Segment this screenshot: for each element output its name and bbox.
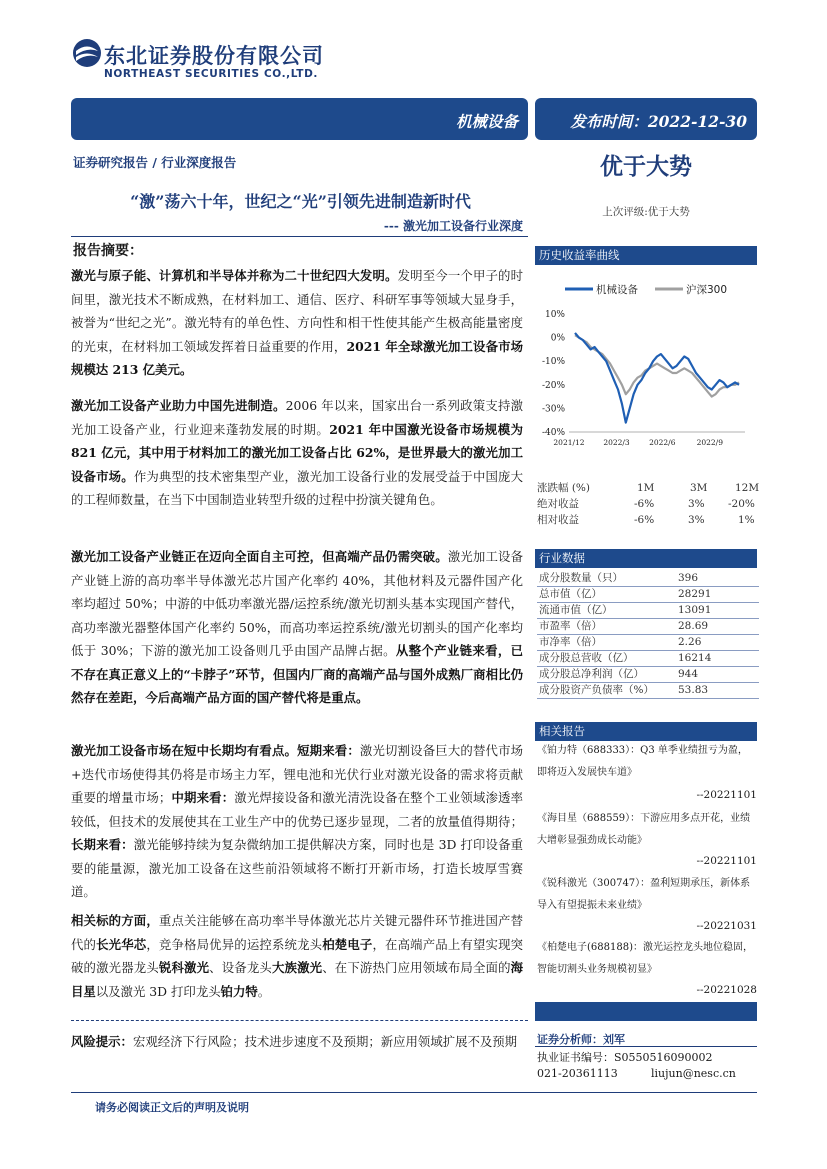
industry-value: 53.83	[678, 684, 709, 696]
performance-header-row	[537, 480, 759, 496]
legend-label: 机械设备	[596, 284, 638, 296]
p5-text1: 重点关注能够在高功率半导体激光芯片关键元器件环节推进国产替代的	[71, 913, 523, 952]
perf-row-label: 绝对收益	[537, 498, 579, 510]
return-chart	[535, 272, 757, 470]
industry-value: 28.69	[678, 620, 709, 632]
y-tick-label: -20%	[541, 380, 565, 391]
company-name-en: NORTHEAST SECURITIES CO.,LTD.	[104, 68, 318, 80]
sector-banner	[71, 98, 528, 140]
perf-value: -6%	[634, 498, 655, 510]
industry-row	[537, 666, 759, 683]
summary-paragraph-1	[71, 264, 523, 382]
p1-bold2: 2021 年全球激光加工设备市场规模达 213 亿美元。	[71, 338, 523, 377]
company-logo	[72, 38, 102, 68]
risk-label: 风险提示：	[71, 1034, 133, 1049]
p5-bold: 相关标的方面，	[71, 913, 159, 928]
p1-text: 发明至今一个甲子的时间里，激光技术不断成熟，在材料加工、通信、医疗、科研军事等领域大显身手，被誉为“世纪之光”。激光特有的单色性、方向性和相干性使其能产生极高能量密度的光束，在材料加工领域发挥着日益重要的作用，	[71, 268, 524, 354]
p4-bold: 激光加工设备市场在短中长期均有看点。	[71, 743, 298, 758]
p4-mid-label: 中期来看：	[171, 790, 235, 805]
p5-company-1: 长光华芯	[96, 936, 147, 952]
industry-row	[537, 650, 759, 667]
industry-label: 流通市值（亿）	[539, 604, 613, 616]
analyst-name: 证券分析师：刘军	[537, 1033, 625, 1046]
footer-disclaimer: 请务必阅读正文后的声明及说明	[95, 1101, 249, 1114]
related-report-date: --20221028	[696, 984, 757, 996]
summary-paragraph-4	[71, 739, 523, 904]
risk-text: 宏观经济下行风险；技术进步速度不及预期；新应用领域扩展不及预期	[132, 1034, 518, 1049]
perf-value: -6%	[634, 514, 655, 526]
p2-bold: 激光加工设备产业助力中国先进制造。	[71, 398, 286, 413]
summary-label: 报告摘要：	[73, 243, 143, 259]
industry-section-bar: 行业数据	[535, 549, 757, 568]
report-type: 证券研究报告 / 行业深度报告	[73, 155, 237, 170]
p3-bold: 激光加工设备产业链正在迈向全面自主可控，但高端产品仍需突破。	[71, 549, 448, 564]
industry-row	[537, 618, 759, 635]
current-rating: 优于大势	[600, 153, 692, 180]
related-report-date: --20221101	[696, 789, 757, 801]
industry-label: 市净率（倍）	[539, 636, 602, 648]
p1-bold: 激光与原子能、计算机和半导体并称为二十世纪四大发明。	[71, 268, 398, 283]
perf-header-1m: 1M	[637, 482, 655, 494]
perf-value: -20%	[728, 498, 755, 510]
industry-label: 成分股总营收（亿）	[539, 652, 634, 664]
perf-header-12m: 12M	[735, 482, 760, 494]
previous-rating: 上次评级:优于大势	[602, 206, 690, 218]
industry-label: 成分股数量（只）	[539, 572, 623, 584]
logo-emblem-icon	[72, 38, 102, 68]
p5-text3: ，在高端产品上有望实现突破的激光器龙头	[71, 936, 524, 975]
p5-company-5: 海目星	[71, 960, 524, 999]
sector-label: 机械设备	[455, 112, 518, 131]
summary-paragraph-2	[71, 394, 523, 512]
report-subtitle: --- 激光加工设备行业深度	[383, 219, 523, 233]
return-chart-svg	[535, 272, 757, 450]
chart-section-bar: 历史收益率曲线	[535, 246, 757, 265]
performance-row	[537, 496, 759, 512]
risk-paragraph	[71, 1030, 523, 1054]
perf-value: 1%	[738, 514, 755, 526]
industry-value: 13091	[678, 604, 712, 616]
summary-paragraph-3	[71, 545, 523, 710]
analyst-email[interactable]: liujun@nesc.cn	[651, 1067, 736, 1080]
perf-header-3m: 3M	[690, 482, 708, 494]
perf-value: 3%	[688, 498, 705, 510]
industry-row	[537, 570, 759, 587]
p5-text2: ，竞争格局优异的运控系统龙头	[146, 936, 323, 952]
performance-table	[537, 480, 759, 532]
related-report-date: --20221031	[696, 920, 757, 932]
date-banner	[535, 98, 757, 140]
x-tick-label: 2022/9	[696, 438, 723, 447]
industry-row	[537, 682, 759, 699]
footer-divider	[71, 1092, 757, 1093]
series-line	[575, 333, 739, 423]
industry-value: 396	[678, 572, 699, 584]
p5-company-4: 大族激光	[271, 960, 323, 975]
industry-label: 总市值（亿）	[539, 588, 602, 600]
related-section-bar: 相关报告	[535, 722, 757, 741]
industry-row	[537, 602, 759, 619]
industry-row	[537, 634, 759, 651]
p4-long-label: 长期来看：	[71, 837, 134, 852]
p5-text5: 、在下游热门应用领域布局全面的	[322, 960, 511, 975]
publish-date: 发布时间：2022-12-30	[570, 112, 747, 131]
analyst-divider	[535, 1046, 757, 1047]
perf-value: 3%	[688, 514, 705, 526]
industry-label: 成分股总净利润（亿）	[539, 668, 644, 680]
y-tick-label: -30%	[541, 404, 565, 415]
industry-label: 成分股资产负债率（%）	[539, 684, 654, 696]
industry-row	[537, 586, 759, 603]
p2-bold2: 2021 年中国激光设备市场规模为 821 亿元，其中用于材料加工的激光加工设备占比 62%，是世界最大的激光加工设备市场。	[71, 421, 523, 484]
p5-company-2: 柏楚电子	[322, 936, 373, 952]
p5-company-3: 锐科激光	[158, 960, 210, 975]
related-report-date: --20221101	[696, 855, 757, 867]
performance-row	[537, 512, 759, 528]
p5-text7: 。	[257, 983, 271, 999]
p3-text: 激光加工设备产业链上游的高功率半导体激光芯片国产化率约 40%，其他材料及元器件国产化率均超过 50%；中游的中低功率激光器/运控系统/激光切割头基本实现国产替代，高功率激光器整体国产化率约 50%，而高功率运控系统/激光切割头的国产化率均低于 30%；下游的激光加工设备则几乎由国产品牌占据。	[71, 549, 524, 658]
related-report-item[interactable]: 《锐科激光（300747）：盈利短期承压，新体系导入有望提振未来业绩》	[537, 878, 751, 911]
related-report-item[interactable]: 《海目星（688559）：下游应用多点开花，业绩大增彰显强劲成长动能》	[537, 813, 751, 846]
related-report-item[interactable]: 《铂力特（688333）：Q3 单季业绩扭亏为盈，即将迈入发展快车道》	[537, 745, 748, 778]
company-name-cn: 东北证券股份有限公司	[104, 44, 324, 68]
p5-text4: 、设备龙头	[209, 960, 272, 975]
analyst-phone: 021-20361113	[537, 1067, 618, 1080]
y-tick-label: -10%	[541, 357, 565, 368]
p2-text: 2006 年以来，国家出台一系列政策支持激光加工设备产业，行业迎来蓬勃发展的时期。	[71, 398, 523, 437]
analyst-cert: 执业证书编号：S0550516090002	[537, 1051, 713, 1064]
x-tick-label: 2021/12	[553, 438, 585, 447]
industry-value: 944	[678, 668, 699, 680]
p4-short-label: 短期来看：	[297, 743, 360, 758]
perf-row-label: 相对收益	[537, 514, 579, 526]
perf-header-label: 涨跌幅 (%)	[537, 482, 591, 494]
industry-label: 市盈率（倍）	[539, 620, 602, 632]
y-tick-label: 10%	[544, 310, 565, 320]
p4-text1: 激光切割设备巨大的替代市场+迭代市场使得其仍将是市场主力军，锂电池和光伏行业对激光设备的需求将贡献重要的增量市场；	[71, 743, 524, 805]
related-report-item[interactable]: 《柏楚电子(688188)：激光运控龙头地位稳固，智能切割头业务规模初显》	[537, 942, 753, 975]
report-title: “激”荡六十年，世纪之“光”引领先进制造新时代	[130, 192, 471, 211]
summary-paragraph-5	[71, 909, 523, 1003]
x-tick-label: 2022/6	[649, 438, 676, 447]
p3-bold2: 从整个产业链来看，已不存在真正意义上的“卡脖子”环节，但国内厂商的高端产品与国外成熟厂商相比仍然存在差距，今后高端产品方面的国产替代将是重点。	[71, 643, 523, 705]
p4-text3: 激光能够持续为复杂微纳加工提供解决方案，同时也是 3D 打印设备重要的能量源，激光加工设备在这些前沿领域将不断打开新市场，打造长坡厚雪赛道。	[71, 837, 523, 899]
y-tick-label: 0%	[550, 333, 565, 344]
analyst-bar	[535, 1002, 757, 1021]
title-divider	[71, 236, 528, 237]
y-tick-label: -40%	[541, 428, 565, 438]
p5-company-6: 铂力特	[220, 983, 258, 999]
industry-value: 28291	[678, 588, 712, 600]
p2-text2: 作为典型的技术密集型产业，激光加工设备行业的发展受益于中国庞大的工程师数量，在当下中国制造业转型升级的过程中扮演关键角色。	[71, 468, 524, 507]
p5-text6: 以及激光 3D 打印龙头	[95, 983, 221, 999]
legend-label: 沪深300	[686, 284, 728, 296]
risk-divider	[71, 1020, 528, 1021]
industry-value: 2.26	[678, 636, 702, 648]
p4-text2: 激光焊接设备和激光清洗设备在整个工业领域渗透率较低，但技术的发展使其在工业生产中的优势已逐步显现，二者的放量值得期待；	[71, 790, 524, 829]
x-tick-label: 2022/3	[603, 438, 630, 447]
industry-value: 16214	[678, 652, 712, 664]
